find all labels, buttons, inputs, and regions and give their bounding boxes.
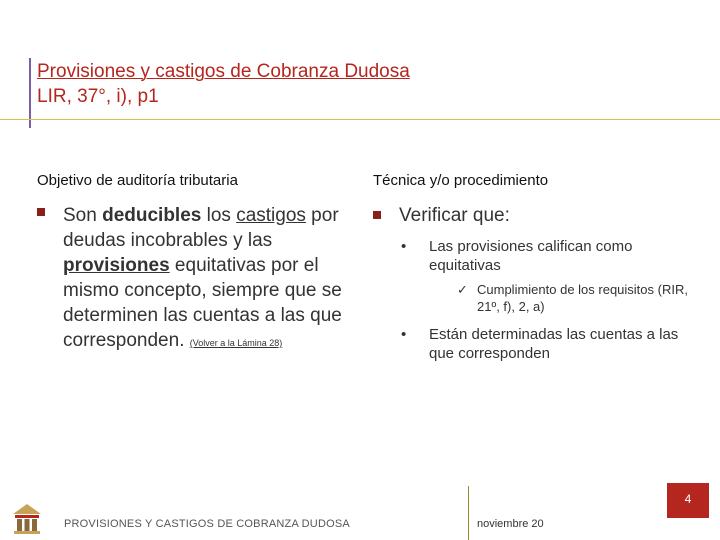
objective-text-part: equitativas por el mismo concepto, siempre que se determinen las cuentas a las que corresponden.: [63, 255, 342, 351]
footer-divider: [468, 486, 469, 540]
bullet-square-icon: [37, 208, 45, 216]
footer-document-title: PROVISIONES Y CASTIGOS DE COBRANZA DUDOSA: [64, 518, 350, 530]
objective-text-part: por deudas incobrables y las: [63, 205, 339, 251]
objective-text: [37, 203, 357, 356]
back-to-slide-28-link[interactable]: (Volver a la Lámina 28): [189, 338, 283, 348]
right-column-body: [373, 203, 703, 363]
procedure-bullet-text: Están determinadas las cuentas a las que corresponden: [429, 326, 679, 362]
objective-castigos: castigos: [236, 205, 306, 226]
procedure-check: [457, 281, 703, 315]
slide-title: Provisiones y castigos de Cobranza Dudosa: [37, 61, 410, 82]
bullet-dot-icon: •: [401, 326, 407, 343]
checkmark-icon: ✓: [457, 282, 468, 297]
title-accent-line: [29, 58, 31, 128]
verify-label: Verificar que:: [399, 205, 510, 226]
objective-text-part: los: [201, 205, 237, 226]
objective-deducibles: deducibles: [102, 205, 202, 226]
procedure-check-text: Cumplimiento de los requisitos (RIR, 21º, f), 2, a): [477, 282, 688, 314]
logo-icon: [12, 503, 42, 535]
objective-provisiones: provisiones: [63, 255, 170, 276]
bullet-square-icon: [373, 211, 381, 219]
bullet-dot-icon: •: [401, 238, 407, 255]
footer-date: noviembre 20: [477, 518, 544, 530]
procedure-bullet: [401, 237, 703, 275]
procedure-bullet-text: Las provisiones califican como equitativas: [429, 238, 633, 274]
left-column-heading: Objetivo de auditoría tributaria: [37, 172, 238, 189]
right-column-heading: Técnica y/o procedimiento: [373, 172, 549, 189]
left-column-body: [37, 203, 357, 356]
objective-text-part: Son: [63, 205, 103, 226]
verify-item: [373, 203, 703, 228]
procedure-bullet: [401, 325, 703, 363]
header-divider: [0, 119, 720, 120]
slide-subtitle: LIR, 37°, i), p1: [37, 86, 159, 107]
page-number-badge: 4: [667, 483, 709, 518]
